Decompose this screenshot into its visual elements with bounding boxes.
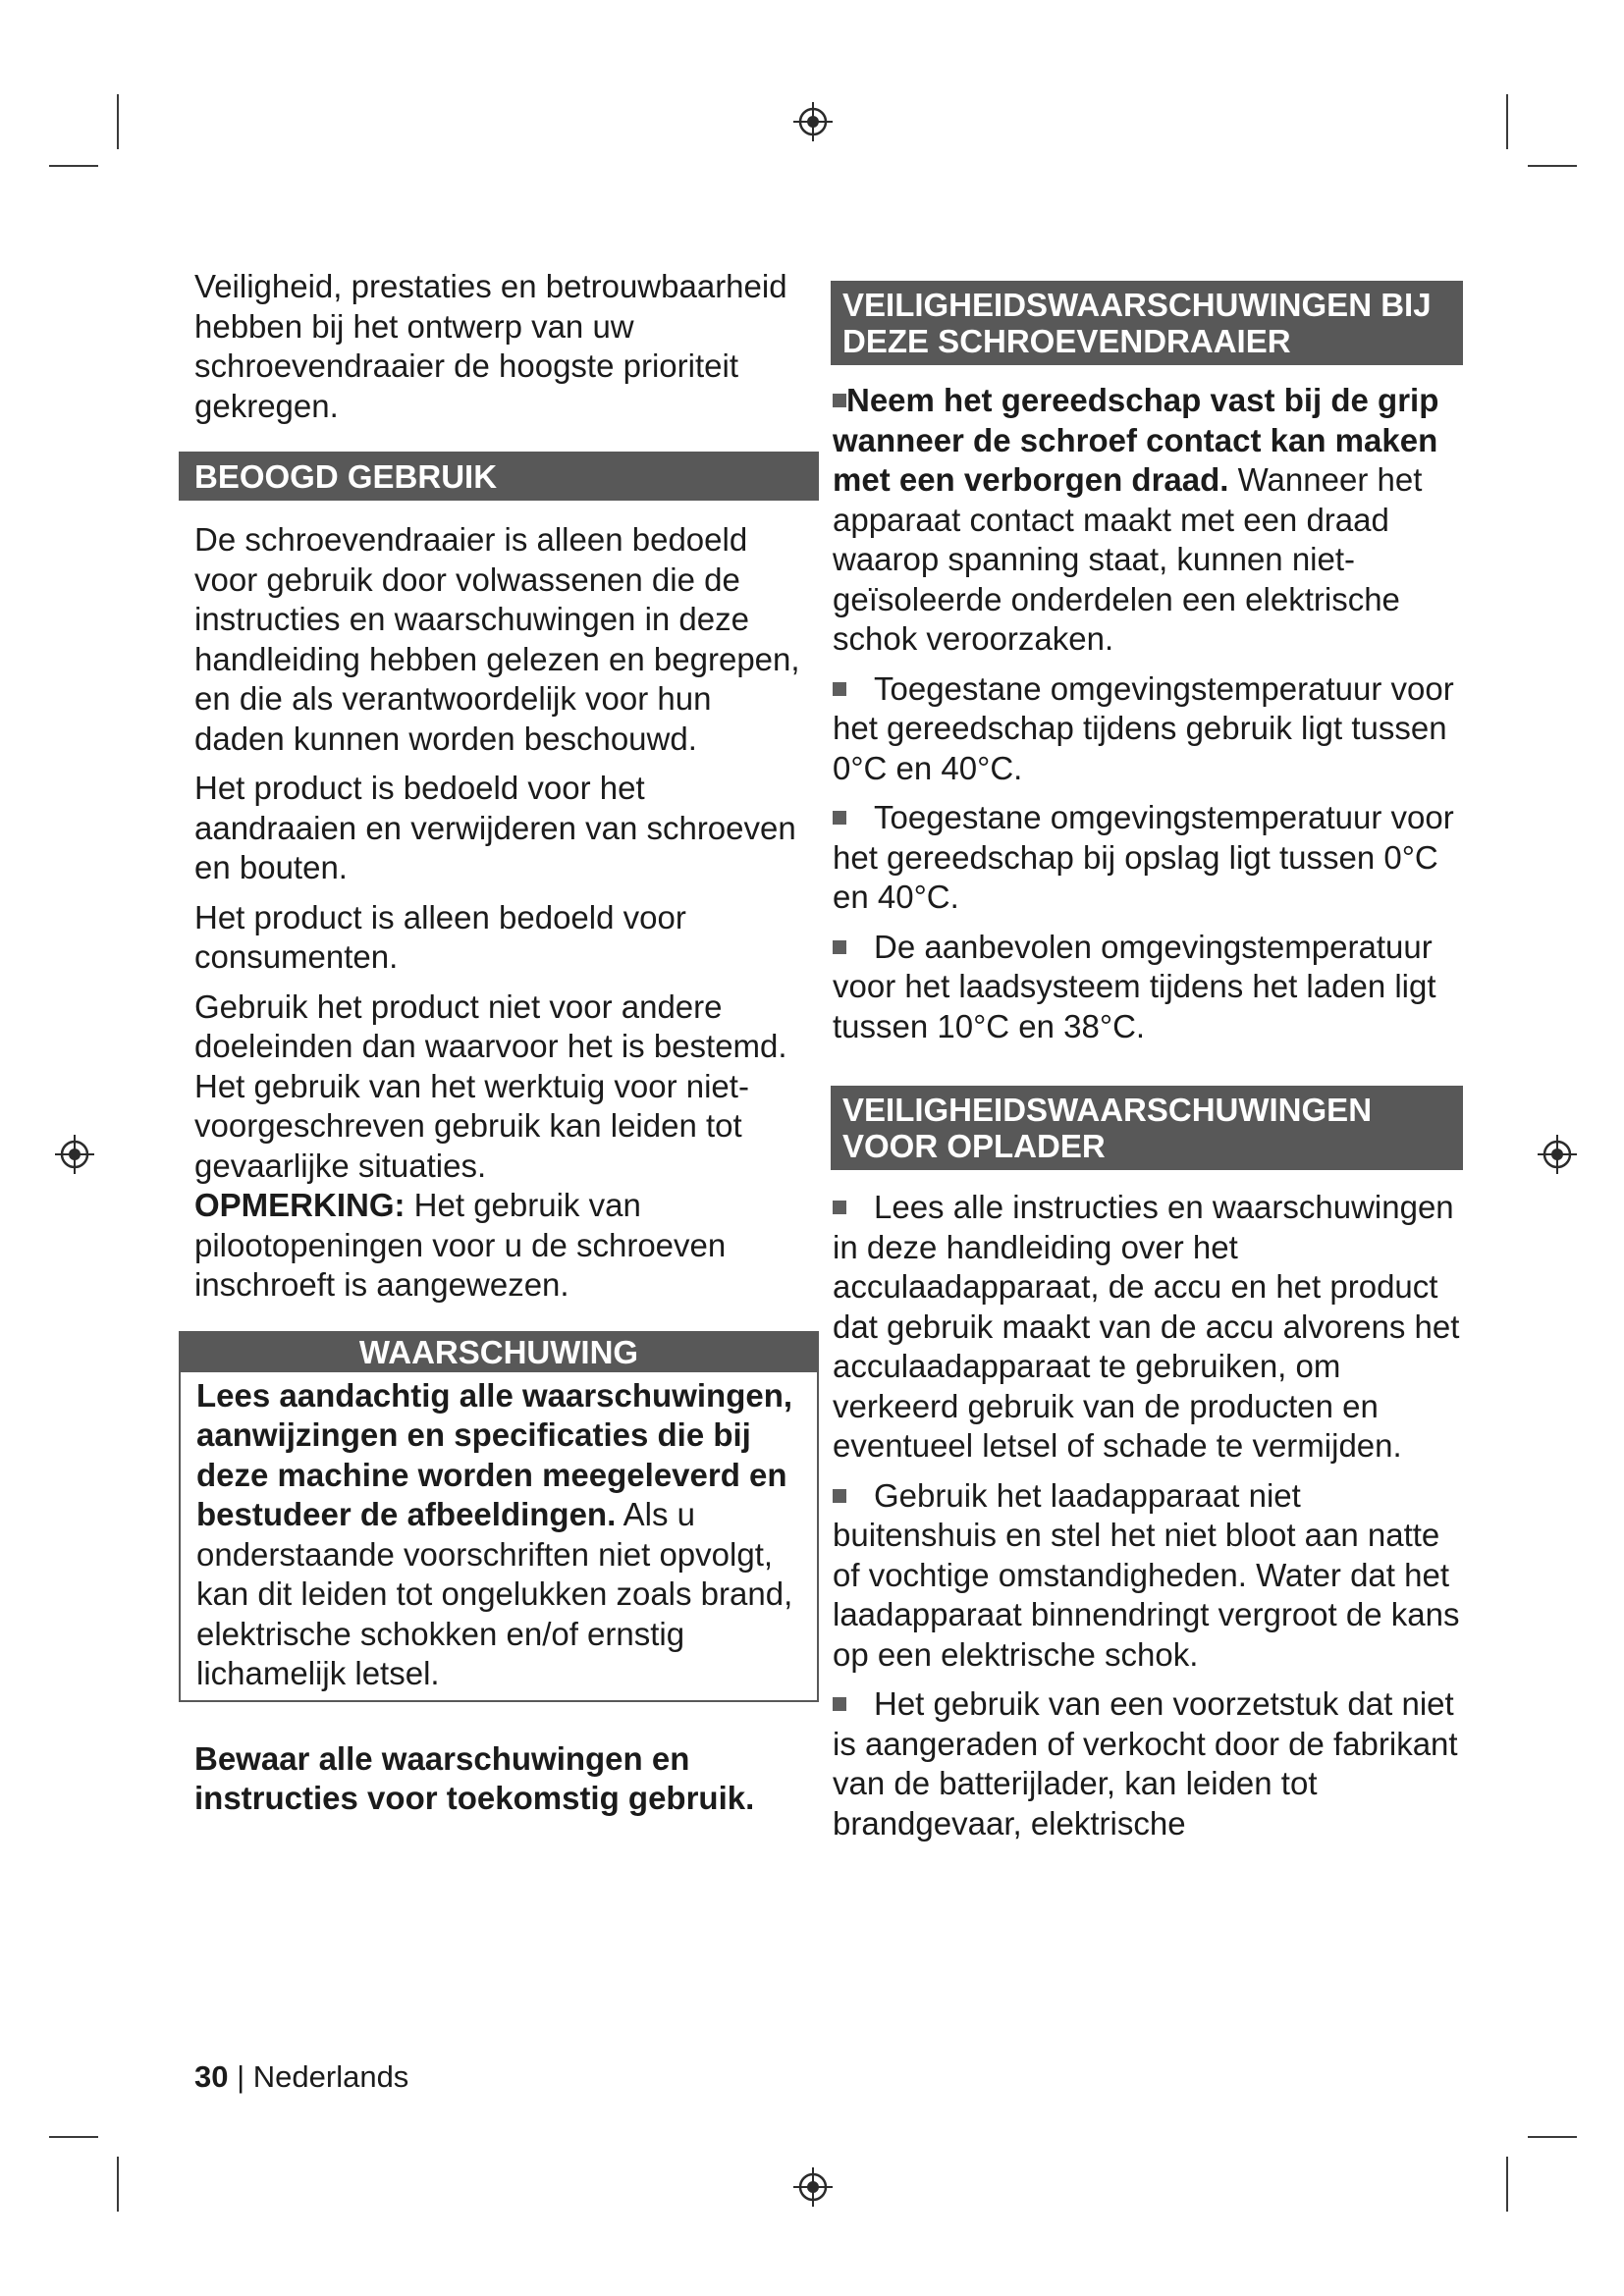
note-text: Het gebruik van pilootopeningen voor u de schroeven inschroeft is aangewezen. bbox=[194, 1187, 727, 1303]
square-bullet-icon bbox=[833, 394, 846, 407]
save-instructions: Bewaar alle waarschuwingen en instructies voor toekomstig gebruik. bbox=[194, 1739, 755, 1816]
list-item bbox=[833, 669, 1461, 789]
warning-body bbox=[181, 1372, 817, 1700]
registration-mark-icon bbox=[55, 1135, 94, 1174]
intended-use-paragraph-2: Het product is bedoeld voor het aandraaien en verwijderen van schroeven en bouten. bbox=[194, 770, 796, 885]
crop-mark-top-right-h bbox=[1528, 165, 1577, 167]
warning-text: Als u onderstaande voorschriften niet opvolgt, kan dit leiden tot ongelukken zoals brand, elektrische schokken en/of ernstig lichamelijk letsel. bbox=[196, 1496, 793, 1691]
warning-title: WAARSCHUWING bbox=[181, 1333, 817, 1372]
section-heading-charger-safety: VEILIGHEIDSWAARSCHUWINGEN VOOR OPLADER bbox=[831, 1086, 1463, 1170]
note-paragraph bbox=[194, 1186, 803, 1306]
list-item bbox=[833, 1684, 1461, 1843]
list-item bbox=[833, 1188, 1461, 1467]
crop-mark-bottom-right bbox=[1506, 2157, 1508, 2212]
crop-mark-top-left bbox=[117, 94, 119, 149]
right-column bbox=[833, 281, 1461, 1853]
square-bullet-icon bbox=[833, 940, 846, 954]
registration-mark-icon bbox=[793, 102, 833, 141]
item-text: Toegestane omgevingstemperatuur voor het gereedschap bij opslag ligt tussen 0°C en 40°C. bbox=[833, 799, 1454, 915]
crop-mark-bottom-left bbox=[117, 2157, 119, 2212]
square-bullet-icon bbox=[833, 1201, 846, 1214]
item-bold-text: Neem het gereedschap vast bij de grip wanneer de schroef contact kan maken met een verborgen draad. bbox=[833, 382, 1439, 498]
intended-use-paragraph-3: Het product is alleen bedoeld voor consumenten. bbox=[194, 898, 686, 975]
warning-bold-text: Lees aandachtig alle waarschuwingen, aanwijzingen en specificaties die bij deze machine worden meegeleverd en bestudeer de afbeeldingen. bbox=[196, 1376, 793, 1532]
registration-mark-icon bbox=[1538, 1135, 1577, 1174]
list-item bbox=[833, 381, 1461, 660]
intro-paragraph: Veiligheid, prestaties en betrouwbaarheid hebben bij het ontwerp van uw schroevendraaier de hoogste prioriteit gekregen. bbox=[194, 268, 787, 424]
item-text: Wanneer het apparaat contact maakt met een draad waarop spanning staat, kunnen niet-geïsoleerde onderdelen een elektrische schok veroorzaken. bbox=[833, 461, 1423, 657]
crop-mark-bottom-left-h bbox=[49, 2136, 98, 2138]
section-heading-screwdriver-safety: VEILIGHEIDSWAARSCHUWINGEN BIJ DEZE SCHROEVENDRAAIER bbox=[831, 281, 1463, 365]
footer-language: Nederlands bbox=[252, 2059, 409, 2094]
note-label: OPMERKING: bbox=[194, 1187, 406, 1223]
intended-use-paragraph-1: De schroevendraaier is alleen bedoeld voor gebruik door volwassenen die de instructies en waarschuwingen in deze handleiding hebben gelezen en begrepen, en die als verantwoordelijk voor hun daden kunnen worden beschouwd. bbox=[194, 521, 800, 757]
square-bullet-icon bbox=[833, 1697, 846, 1711]
item-text: Toegestane omgevingstemperatuur voor het gereedschap tijdens gebruik ligt tussen 0°C en 40°C. bbox=[833, 669, 1454, 786]
left-column bbox=[194, 267, 803, 1829]
list-item bbox=[833, 798, 1461, 918]
warning-box bbox=[179, 1331, 819, 1702]
page-number: 30 bbox=[194, 2059, 229, 2094]
item-text: Het gebruik van een voorzetstuk dat niet is aangeraden of verkocht door de fabrikant van de batterijlader, kan leiden tot brandgevaar, elektrische bbox=[833, 1685, 1458, 1842]
list-item bbox=[833, 928, 1461, 1047]
square-bullet-icon bbox=[833, 1489, 846, 1503]
square-bullet-icon bbox=[833, 682, 846, 696]
page-footer bbox=[194, 2059, 408, 2095]
square-bullet-icon bbox=[833, 811, 846, 825]
section-heading-intended-use: BEOOGD GEBRUIK bbox=[179, 452, 819, 501]
registration-mark-icon bbox=[793, 2167, 833, 2207]
intended-use-paragraph-4: Gebruik het product niet voor andere doeleinden dan waarvoor het is bestemd. Het gebruik van het werktuig voor niet-voorgeschreven gebruik kan leiden tot gevaarlijke situaties. bbox=[194, 988, 787, 1184]
crop-mark-top-right bbox=[1506, 94, 1508, 149]
item-text: Lees alle instructies en waarschuwingen in deze handleiding over het acculaadapparaat, de accu en het product dat gebruik maakt van de accu alvorens het acculaadapparaat te gebruiken, om verkeerd gebruik van de producten en eventueel letsel of schade te vermijden. bbox=[833, 1189, 1460, 1464]
footer-separator: | bbox=[228, 2059, 253, 2094]
crop-mark-top-left-h bbox=[49, 165, 98, 167]
item-text: Gebruik het laadapparaat niet buitenshuis en stel het niet bloot aan natte of vochtige omstandigheden. Water dat het laadapparaat binnendringt vergroot de kans op een elektrische schok. bbox=[833, 1476, 1460, 1673]
crop-mark-bottom-right-h bbox=[1528, 2136, 1577, 2138]
item-text: De aanbevolen omgevingstemperatuur voor het laadsysteem tijdens het laden ligt tussen 10°C en 38°C. bbox=[833, 928, 1436, 1044]
list-item bbox=[833, 1476, 1461, 1676]
